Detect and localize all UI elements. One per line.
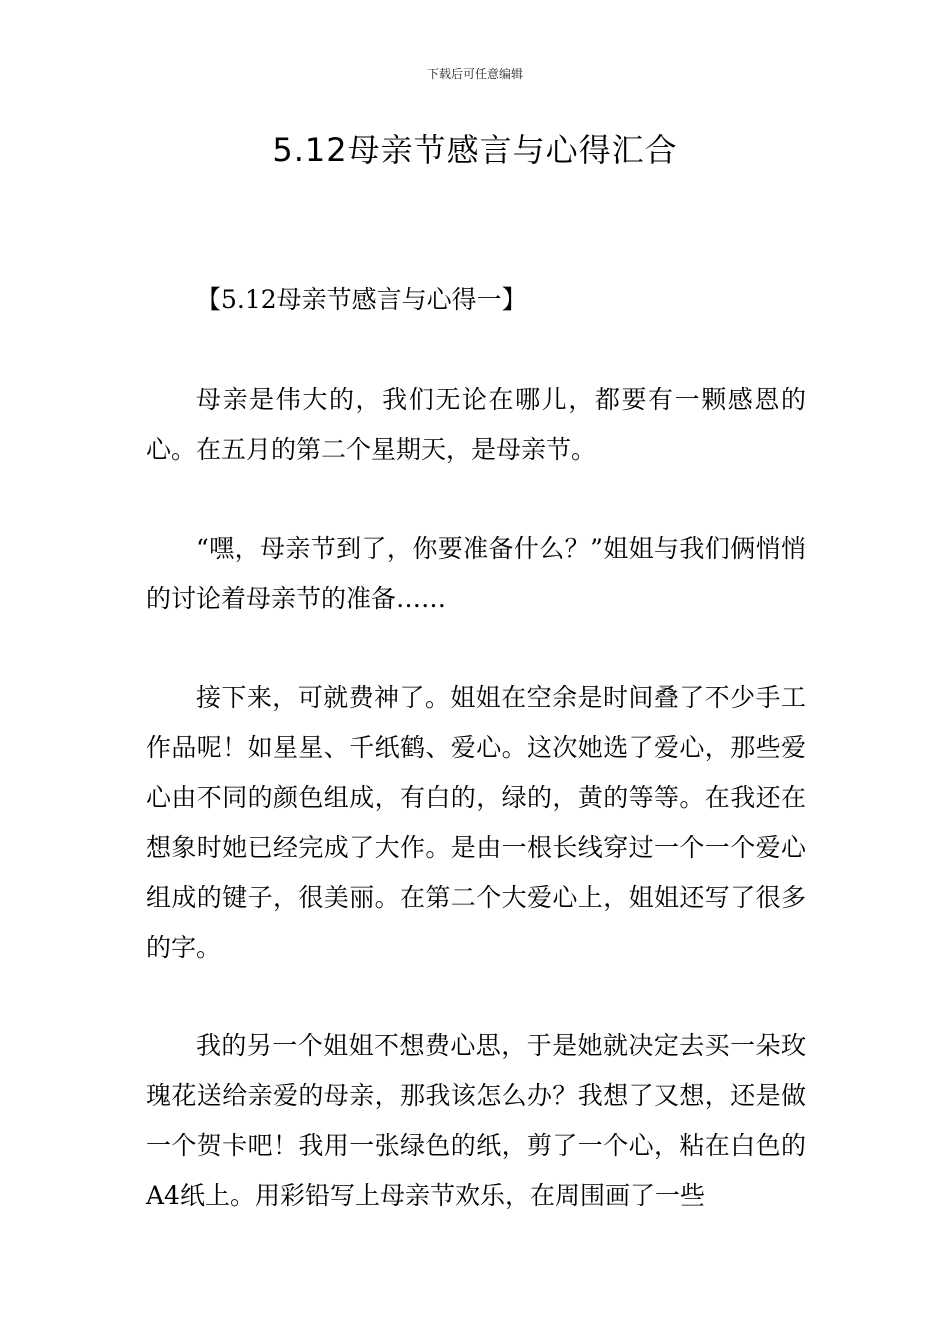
- paragraph: 母亲是伟大的，我们无论在哪儿，都要有一颗感恩的心。在五月的第二个星期天，是母亲节。: [146, 385, 806, 464]
- paragraph: “嘿，母亲节到了，你要准备什么？”姐姐与我们俩悄悄的讨论着母亲节的准备……: [146, 534, 806, 613]
- document-title: 5.12母亲节感言与心得汇合: [272, 131, 678, 169]
- paragraph: 我的另一个姐姐不想费心思，于是她就决定去买一朵玫瑰花送给亲爱的母亲，那我该怎么办？我想了又想，还是做一个贺卡吧！我用一张绿色的纸，剪了一个心，粘在白色的A4纸上。用彩铅写上母亲节欢乐，在周围画了一些: [146, 1031, 806, 1210]
- section-heading: 【5.12母亲节感言与心得一】: [196, 285, 527, 314]
- header-note: 下载后可任意编辑: [426, 67, 523, 81]
- paragraph: 接下来，可就费神了。姐姐在空余是时间叠了不少手工作品呢！如星星、千纸鹤、爱心。这次她选了爱心，那些爱心由不同的颜色组成，有白的，绿的，黄的等等。在我还在想象时她已经完成了大作。是由一根长线穿过一个一个爱心组成的键子，很美丽。在第二个大爱心上，姐姐还写了很多的字。: [146, 683, 806, 962]
